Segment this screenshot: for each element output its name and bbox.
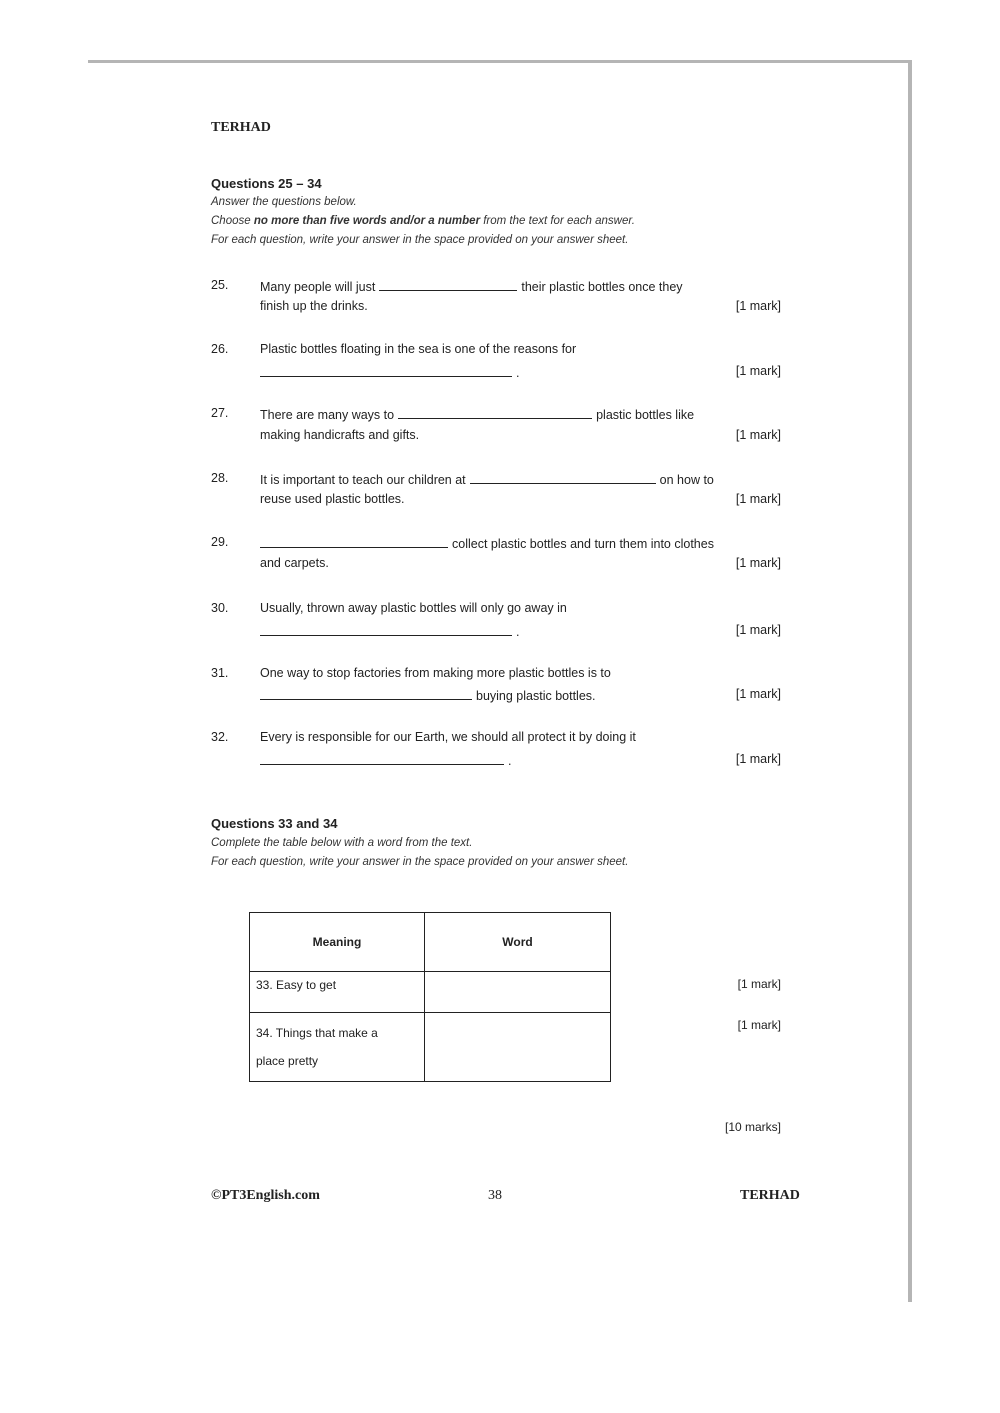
footer-restricted-label: TERHAD: [740, 1188, 800, 1203]
question-text: Every is responsible for our Earth, we should all protect it by doing it: [260, 730, 636, 744]
question-text: reuse used plastic bottles.: [260, 492, 405, 506]
answer-blank[interactable]: [260, 535, 448, 548]
question-number: 28.: [211, 471, 229, 485]
answer-blank[interactable]: [470, 471, 656, 484]
question-text: It is important to teach our children at on how to: [260, 473, 714, 487]
mark-label: [1 mark]: [737, 1018, 781, 1032]
section-title: Questions 25 – 34: [211, 176, 322, 191]
question-text: Plastic bottles floating in the sea is one of the reasons for: [260, 342, 577, 356]
question-text: and carpets.: [260, 556, 329, 570]
page-border-right: [908, 60, 912, 1302]
meaning-cell: 33. Easy to get: [250, 972, 425, 1013]
question-text: There are many ways to plastic bottles like: [260, 408, 695, 422]
question-number: 27.: [211, 406, 229, 420]
question-text: .: [260, 623, 519, 639]
answer-blank[interactable]: [398, 406, 592, 419]
question-number: 32.: [211, 730, 229, 744]
table-header-word: Word: [425, 913, 611, 972]
question-text: collect plastic bottles and turn them into clothes: [260, 535, 714, 551]
answer-blank[interactable]: [260, 687, 472, 700]
question-text: One way to stop factories from making more plastic bottles is to: [260, 666, 611, 680]
mark-label: [1 mark]: [735, 492, 781, 506]
word-answer-cell[interactable]: [425, 1013, 611, 1082]
total-marks-label: [10 marks]: [724, 1120, 781, 1134]
question-text: Usually, thrown away plastic bottles will only go away in: [260, 601, 567, 615]
instruction-line: For each question, write your answer in the space provided on your answer sheet.: [211, 856, 629, 868]
instruction-line: Answer the questions below.: [211, 196, 357, 208]
meaning-cell: 34. Things that make a place pretty: [250, 1013, 425, 1082]
footer-copyright: ©PT3English.com: [211, 1188, 320, 1203]
question-number: 29.: [211, 535, 229, 549]
instruction-line: Complete the table below with a word from the text.: [211, 837, 473, 849]
instruction-line: Choose no more than five words and/or a number from the text for each answer.: [211, 215, 635, 227]
question-text: buying plastic bottles.: [260, 687, 596, 703]
mark-label: [1 mark]: [735, 752, 781, 766]
table-row: [250, 972, 611, 1013]
question-text: Many people will just their plastic bottles once they: [260, 280, 683, 294]
mark-label: [1 mark]: [735, 428, 781, 442]
answer-blank[interactable]: [260, 364, 512, 377]
mark-label: [1 mark]: [735, 364, 781, 378]
mark-label: [1 mark]: [735, 687, 781, 701]
table-row: [250, 1013, 611, 1082]
question-text: .: [260, 752, 511, 768]
question-text: making handicrafts and gifts.: [260, 428, 420, 442]
question-number: 30.: [211, 601, 229, 615]
answer-blank[interactable]: [260, 752, 504, 765]
mark-label: [1 mark]: [737, 977, 781, 991]
instruction-line: For each question, write your answer in the space provided on your answer sheet.: [211, 234, 629, 246]
answer-table: [249, 912, 611, 1082]
mark-label: [1 mark]: [735, 556, 781, 570]
question-number: 31.: [211, 666, 229, 680]
answer-blank[interactable]: [379, 278, 517, 291]
mark-label: [1 mark]: [735, 623, 781, 637]
question-number: 26.: [211, 342, 229, 356]
section-title: Questions 33 and 34: [211, 816, 338, 831]
header-restricted-label: TERHAD: [211, 120, 271, 135]
question-text: finish up the drinks.: [260, 299, 368, 313]
answer-blank[interactable]: [260, 623, 512, 636]
question-number: 25.: [211, 278, 229, 292]
footer-page-number: 38: [488, 1188, 502, 1203]
table-header-meaning: Meaning: [250, 913, 425, 972]
page-border-top: [88, 60, 912, 63]
question-text: .: [260, 364, 519, 380]
table-header-row: [250, 913, 611, 972]
mark-label: [1 mark]: [735, 299, 781, 313]
word-answer-cell[interactable]: [425, 972, 611, 1013]
